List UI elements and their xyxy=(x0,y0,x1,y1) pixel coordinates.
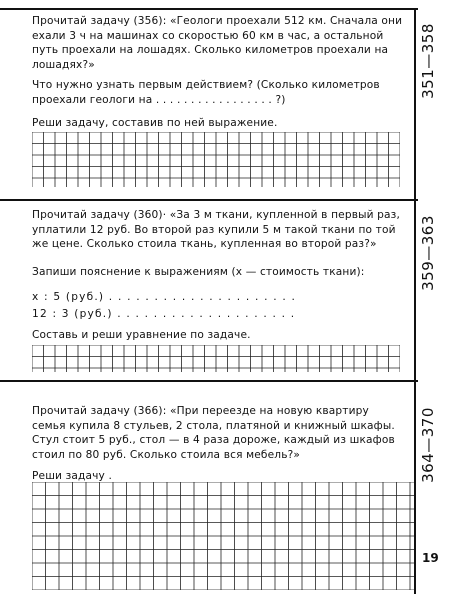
problem-range-351-358: 351—358 xyxy=(419,23,437,99)
answer-grid-2[interactable] xyxy=(32,345,400,372)
margin-line-1 xyxy=(414,8,416,199)
problem-range-364-370: 364—370 xyxy=(419,407,437,483)
problem-356-text: Прочитай задачу (356): «Геологи проехали 512 км. Сначала они ехали 3 ч на машинах со скоростью 60 км в час, а остальной путь проехали на лошадях. Сколько километров проехали на лошадях?» xyxy=(32,15,403,71)
task-360: Составь и реши уравнение по задаче. xyxy=(32,329,251,341)
problem-360-text: Прочитай задачу (360)· «За 3 м ткани, купленной в первый раз, уплатили 12 руб. Во второй раз купили 5 м такой ткани по той же цене. Сколько стоила ткань, купленная во второй раз?» xyxy=(32,209,400,251)
task-356: Реши задачу, составив по ней выражение. xyxy=(32,117,278,129)
answer-grid-3[interactable] xyxy=(32,482,414,590)
expression-2: 12 : 3 (руб.) . . . . . . . . . . . . . . . . . . . . xyxy=(32,308,296,320)
section-divider-1 xyxy=(0,199,418,201)
page-number: 19 xyxy=(422,551,439,565)
margin-line-3 xyxy=(414,380,416,594)
problem-366-text: Прочитай задачу (366): «При переезде на новую квартиру семья купила 8 стульев, 2 стола, платяной и книжный шкафы. Стул стоит 5 руб., стол — в 4 раза дороже, каждый из шкафов стоил по 80 руб. Сколько стоила вся мебель?» xyxy=(32,405,395,461)
margin-line-2 xyxy=(414,199,416,380)
instruction-360: Запиши пояснение к выражениям (x — стоимость ткани): xyxy=(32,266,365,278)
problem-range-359-363: 359—363 xyxy=(419,215,437,291)
task-366: Реши задачу . xyxy=(32,470,113,482)
section-divider-top xyxy=(0,8,418,10)
section-divider-2 xyxy=(0,380,418,382)
question-356: Что нужно узнать первым действием? (Сколько километров проехали геологи на . . . . . . . . . . . . . . . . . ?) xyxy=(32,79,380,106)
expression-1: x : 5 (руб.) . . . . . . . . . . . . . . . . . . . . . xyxy=(32,291,297,303)
answer-grid-1[interactable] xyxy=(32,132,400,187)
